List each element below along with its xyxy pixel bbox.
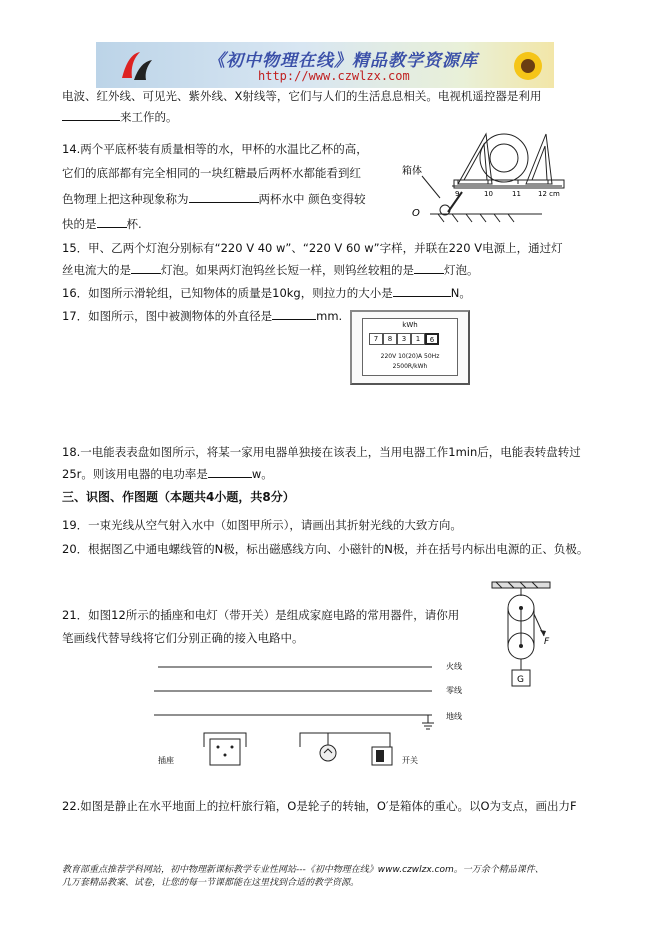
- q14-text-4a: 快的是: [62, 217, 97, 231]
- meter-spec: 2500R/kWh: [392, 363, 428, 370]
- q17-text-a: 17．如图所示，图中被测物体的外直径是: [62, 309, 273, 323]
- ruler-tick-label: 12 cm: [538, 190, 560, 198]
- q14-text-1: 14.两个平底杯装有质量相等的水，甲杯的水温比乙杯的高，: [62, 142, 368, 156]
- question-14-line-2: [62, 165, 361, 181]
- q15-text-2a: 丝电流大的是: [62, 263, 131, 277]
- ruler-tick-label: 10: [484, 190, 493, 198]
- q18-text-2a: 25r。则该用电器的电功率是: [62, 467, 208, 481]
- answer-blank[interactable]: [414, 262, 444, 274]
- household-circuit-figure: [150, 655, 480, 775]
- q14-text-2: 它们的底部都有完全相同的一块红糖最后两杯水都能看到红: [62, 166, 361, 180]
- pivot-label: O: [412, 208, 420, 219]
- answer-blank[interactable]: [62, 109, 120, 121]
- electric-meter-figure: [350, 310, 470, 385]
- question-18-line-2: [62, 466, 273, 482]
- ruler-tick-label: 11: [512, 190, 521, 198]
- q18-text-2b: w。: [251, 467, 273, 481]
- question-20-line: 20．根据图乙中通电螺线管的N极，标出磁感线方向、小磁针的N极，并在括号内标出电源的正、负极。: [62, 542, 589, 556]
- suitcase-ruler-figure: [392, 128, 582, 228]
- meter-digits: [369, 333, 439, 345]
- header-banner: [96, 42, 554, 88]
- q14-text-3a: 色物理上把这种现象称为: [62, 192, 189, 206]
- switch-label: 开关: [402, 756, 418, 765]
- question-14-line-3: [62, 191, 366, 207]
- banner-url: http://www.czwlzx.com: [258, 69, 410, 83]
- socket-label: 插座: [158, 756, 174, 765]
- footer-line-1: 教育部重点推荐学科网站，初中物理新课标教学专业性网站---《初中物理在线》www.czwlzx.com。一万余个精品课件、: [62, 865, 544, 875]
- ruler-tick-label: 9: [455, 190, 460, 198]
- box-label: 箱体: [402, 166, 422, 177]
- ground-wire-label: 地线: [446, 712, 462, 721]
- answer-blank[interactable]: [131, 262, 161, 274]
- question-22-line: 22.如图是静止在水平地面上的拉杆旅行箱，O是轮子的转轴，O′是箱体的重心。以O为支点，画出力F: [62, 799, 577, 813]
- intro-text-2: 来工作的。: [120, 110, 178, 124]
- weight-label: G: [517, 675, 524, 685]
- question-15-line-2: [62, 262, 479, 278]
- q14-text-4b: 杯.: [126, 217, 142, 231]
- answer-blank[interactable]: [208, 466, 252, 478]
- meter-spec: 220V 10(20)A 50Hz: [380, 353, 440, 360]
- answer-blank[interactable]: [393, 285, 451, 297]
- meter-digit-decimal: 6: [425, 333, 439, 345]
- meter-face: [362, 318, 458, 376]
- footer-line-2: 几万套精品教案、试卷，让您的每一节课都能在这里找到合适的教学资源。: [62, 878, 360, 888]
- question-18-line-1: [62, 444, 581, 460]
- site-logo-icon: [118, 48, 154, 84]
- pulley-figure: [488, 580, 558, 690]
- force-label: F: [544, 637, 550, 647]
- page-footer: [62, 864, 544, 890]
- question-16-line: [62, 285, 471, 301]
- banner-title: 《初中物理在线》精品教学资源库: [208, 51, 478, 71]
- q14-text-3b: 两杯水中 颜色变得较: [258, 192, 366, 206]
- question-15-line-1: [62, 240, 563, 256]
- neutral-wire-label: 零线: [446, 686, 462, 695]
- question-21-line-2: 笔画线代替导线将它们分别正确的接入电路中。: [62, 631, 304, 645]
- question-14-line-4: [62, 216, 142, 232]
- answer-blank[interactable]: [97, 216, 127, 228]
- meter-digit: 1: [411, 333, 425, 345]
- question-21-line-1: 21．如图12所示的插座和电灯（带开关）是组成家庭电路的常用器件，请你用: [62, 608, 460, 622]
- q15-text-2c: 灯泡。: [444, 263, 479, 277]
- meter-unit: kWh: [402, 321, 418, 329]
- section-heading: 三、识图、作图题（本题共4小题，共8分）: [62, 490, 295, 504]
- meter-digit: 8: [383, 333, 397, 345]
- q15-text-2b: 灯泡。如果两灯泡钨丝长短一样，则钨丝较粗的是: [161, 263, 414, 277]
- q16-text-b: N。: [450, 286, 471, 300]
- intro-line: [62, 88, 541, 104]
- q17-text-b: mm.: [316, 309, 343, 323]
- q18-text-1: 18.一电能表表盘如图所示，将某一家用电器单独接在该表上，当用电器工作1min后，电能表转盘转过: [62, 445, 581, 459]
- question-19-line: 19．一束光线从空气射入水中（如图甲所示），请画出其折射光线的大致方向。: [62, 518, 462, 532]
- question-14-line-1: [62, 141, 368, 157]
- q16-text-a: 16．如图所示滑轮组，已知物体的质量是10kg，则拉力的大小是: [62, 286, 393, 300]
- meter-digit: 3: [397, 333, 411, 345]
- sunflower-icon: [508, 48, 548, 84]
- question-17-line: [62, 308, 342, 324]
- q15-text-1: 15．甲、乙两个灯泡分别标有“220 V 40 w”、“220 V 60 w”字样，并联在220 V电源上，通过灯: [62, 241, 563, 255]
- intro-text: 电波、红外线、可见光、紫外线、X射线等，它们与人们的生活息息相关。电视机遥控器是利用: [62, 89, 542, 103]
- intro-line-2: [62, 109, 178, 125]
- answer-blank[interactable]: [272, 308, 316, 320]
- meter-digit: 7: [369, 333, 383, 345]
- answer-blank[interactable]: [189, 191, 259, 203]
- live-wire-label: 火线: [446, 662, 462, 671]
